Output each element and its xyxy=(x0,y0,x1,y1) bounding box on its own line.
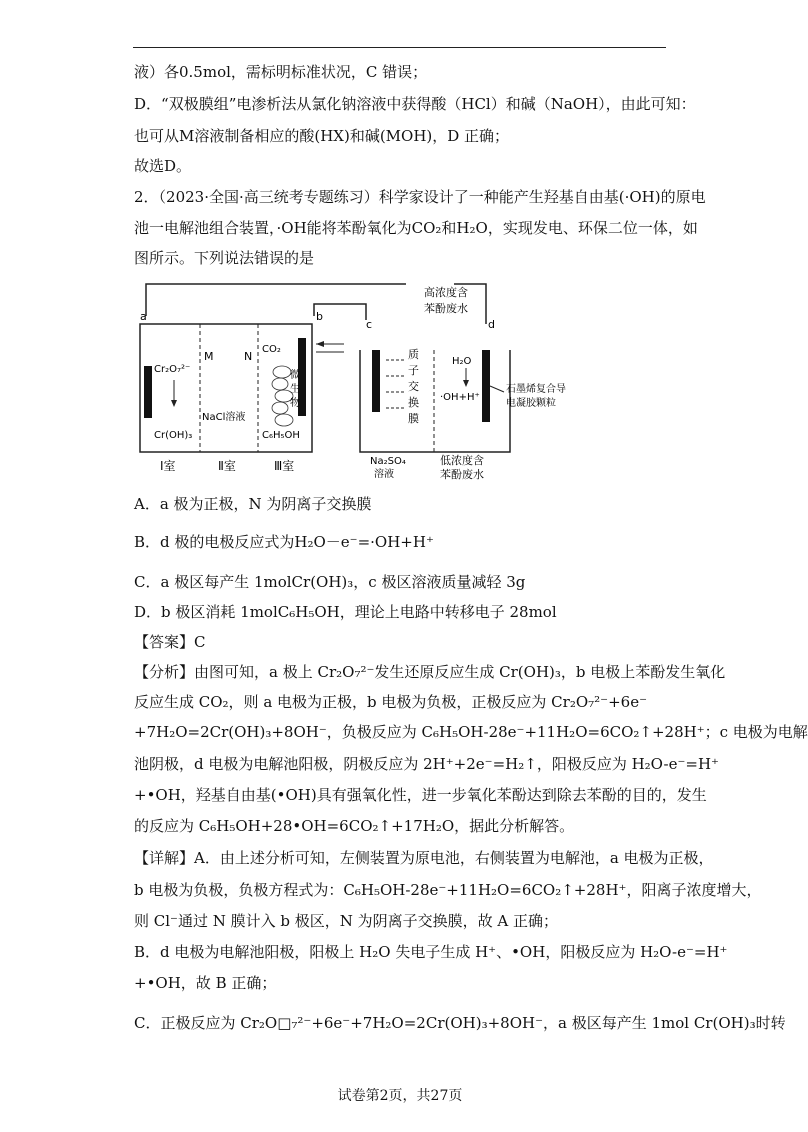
room-3-label: Ⅲ室 xyxy=(274,459,295,473)
electrode-c: c xyxy=(366,318,373,331)
pem-label: 质 xyxy=(408,348,419,361)
top-rule xyxy=(133,47,666,48)
text-line: 池一电解池组合装置，·OH能将苯酚氧化为CO₂和H₂O，实现发电、环保二位一体，如 xyxy=(134,219,698,237)
detail-line: C．正极反应为 Cr₂O□₇²⁻+6e⁻+7H₂O=2Cr(OH)₃+8OH⁻，a 极区每产生 1mol Cr(OH)₃时转 xyxy=(134,1014,786,1032)
na2so4-label: 溶液 xyxy=(374,469,394,480)
text-line: 液）各0.5mol，需标明标准状况，C 错误； xyxy=(134,63,428,81)
detail-line: B．d 电极为电解池阳极，阳极上 H₂O 失电子生成 H⁺、•OH，阳极反应为 H₂O-e⁻=H⁺ xyxy=(134,943,728,961)
graphene-label: 电凝胶颗粒 xyxy=(506,398,556,409)
microbe-label: 微 xyxy=(290,370,300,381)
page-footer: 试卷第2页，共27页 xyxy=(337,1088,463,1104)
nacl-label: NaCl溶液 xyxy=(202,412,246,423)
microbe-label: 物 xyxy=(290,398,300,409)
co2-label: CO₂ xyxy=(262,344,281,355)
answer: 【答案】C xyxy=(134,633,206,651)
membrane-n: N xyxy=(244,350,253,363)
text-line: 图所示。下列说法错误的是 xyxy=(134,249,315,267)
membrane-m: M xyxy=(204,350,214,363)
text-line: D．“双极膜组”电渗析法从氯化钠溶液中获得酸（HCl）和碱（NaOH），由此可知： xyxy=(134,95,696,113)
low-conc-label: 苯酚废水 xyxy=(440,468,484,481)
question-header: 2．（2023·全国·高三统考专题练习）科学家设计了一种能产生羟基自由基(·OH)的原电 xyxy=(134,188,706,206)
option-a: A．a 极为正极，N 为阴离子交换膜 xyxy=(134,495,372,513)
option-b: B．d 极的电极反应式为H₂O－e⁻=·OH+H⁺ xyxy=(134,533,434,551)
electrode-a: a xyxy=(140,310,147,323)
electrochemical-cell-diagram xyxy=(134,280,566,481)
high-conc-label: 苯酚废水 xyxy=(424,302,468,315)
detail-line: +•OH，故 B 正确； xyxy=(134,974,277,992)
pem-label: 交 xyxy=(408,380,419,393)
pem-label: 换 xyxy=(408,396,419,409)
pem-label: 膜 xyxy=(408,412,419,425)
option-c: C．a 极区每产生 1molCr(OH)₃，c 极区溶液质量减轻 3g xyxy=(134,573,526,591)
option-d: D．b 极区消耗 1molC₆H₅OH，理论上电路中转移电子 28mol xyxy=(134,603,557,621)
analysis-line: 的反应为 C₆H₅OH+28•OH=6CO₂↑+17H₂O，据此分析解答。 xyxy=(134,817,575,835)
room-1-label: Ⅰ室 xyxy=(160,459,176,473)
analysis-line: +•OH，羟基自由基(•OH)具有强氧化性，进一步氧化苯酚达到除去苯酚的目的，发生 xyxy=(134,786,707,804)
water-label: H₂O xyxy=(452,356,472,367)
high-conc-label: 高浓度含 xyxy=(424,286,468,299)
pem-label: 子 xyxy=(408,364,419,377)
text-line: 也可从M溶液制备相应的酸(HX)和碱(MOH)，D 正确； xyxy=(134,127,510,145)
dichromate-label: Cr₂O₇²⁻ xyxy=(154,364,191,375)
detail-line: 则 Cl⁻通过 N 膜计入 b 极区，N 为阴离子交换膜，故 A 正确； xyxy=(134,912,559,930)
room-2-label: Ⅱ室 xyxy=(218,459,236,473)
detail-line: 【详解】A．由上述分析可知，左侧装置为原电池，右侧装置为电解池，a 电极为正极， xyxy=(134,849,714,867)
low-conc-label: 低浓度含 xyxy=(440,454,484,467)
phenol-label: C₆H₅OH xyxy=(262,430,300,441)
text-line: 故选D。 xyxy=(134,157,192,175)
hydroxyl-label: ·OH+H⁺ xyxy=(440,392,480,403)
croh3-label: Cr(OH)₃ xyxy=(154,430,193,441)
analysis-line: +7H₂O=2Cr(OH)₃+8OH⁻，负极反应为 C₆H₅OH-28e⁻+11H₂O=6CO₂↑+28H⁺；c 电极为电解 xyxy=(134,723,808,741)
graphene-label: 石墨烯复合导 xyxy=(506,384,566,395)
microbe-label: 生 xyxy=(290,384,300,395)
detail-line: b 电极为负极，负极方程式为：C₆H₅OH-28e⁻+11H₂O=6CO₂↑+28H⁺，阳离子浓度增大， xyxy=(134,881,762,899)
analysis-line: 池阴极，d 电极为电解池阳极，阴极反应为 2H⁺+2e⁻=H₂↑，阳极反应为 H₂O-e⁻=H⁺ xyxy=(134,755,719,773)
electrode-d: d xyxy=(488,318,495,331)
na2so4-label: Na₂SO₄ xyxy=(370,456,406,467)
electrode-b: b xyxy=(316,310,323,323)
analysis-line: 【分析】由图可知，a 极上 Cr₂O₇²⁻发生还原反应生成 Cr(OH)₃，b 电极上苯酚发生氧化 xyxy=(134,663,726,681)
analysis-line: 反应生成 CO₂，则 a 电极为正极，b 电极为负极，正极反应为 Cr₂O₇²⁻+6e⁻ xyxy=(134,693,647,711)
